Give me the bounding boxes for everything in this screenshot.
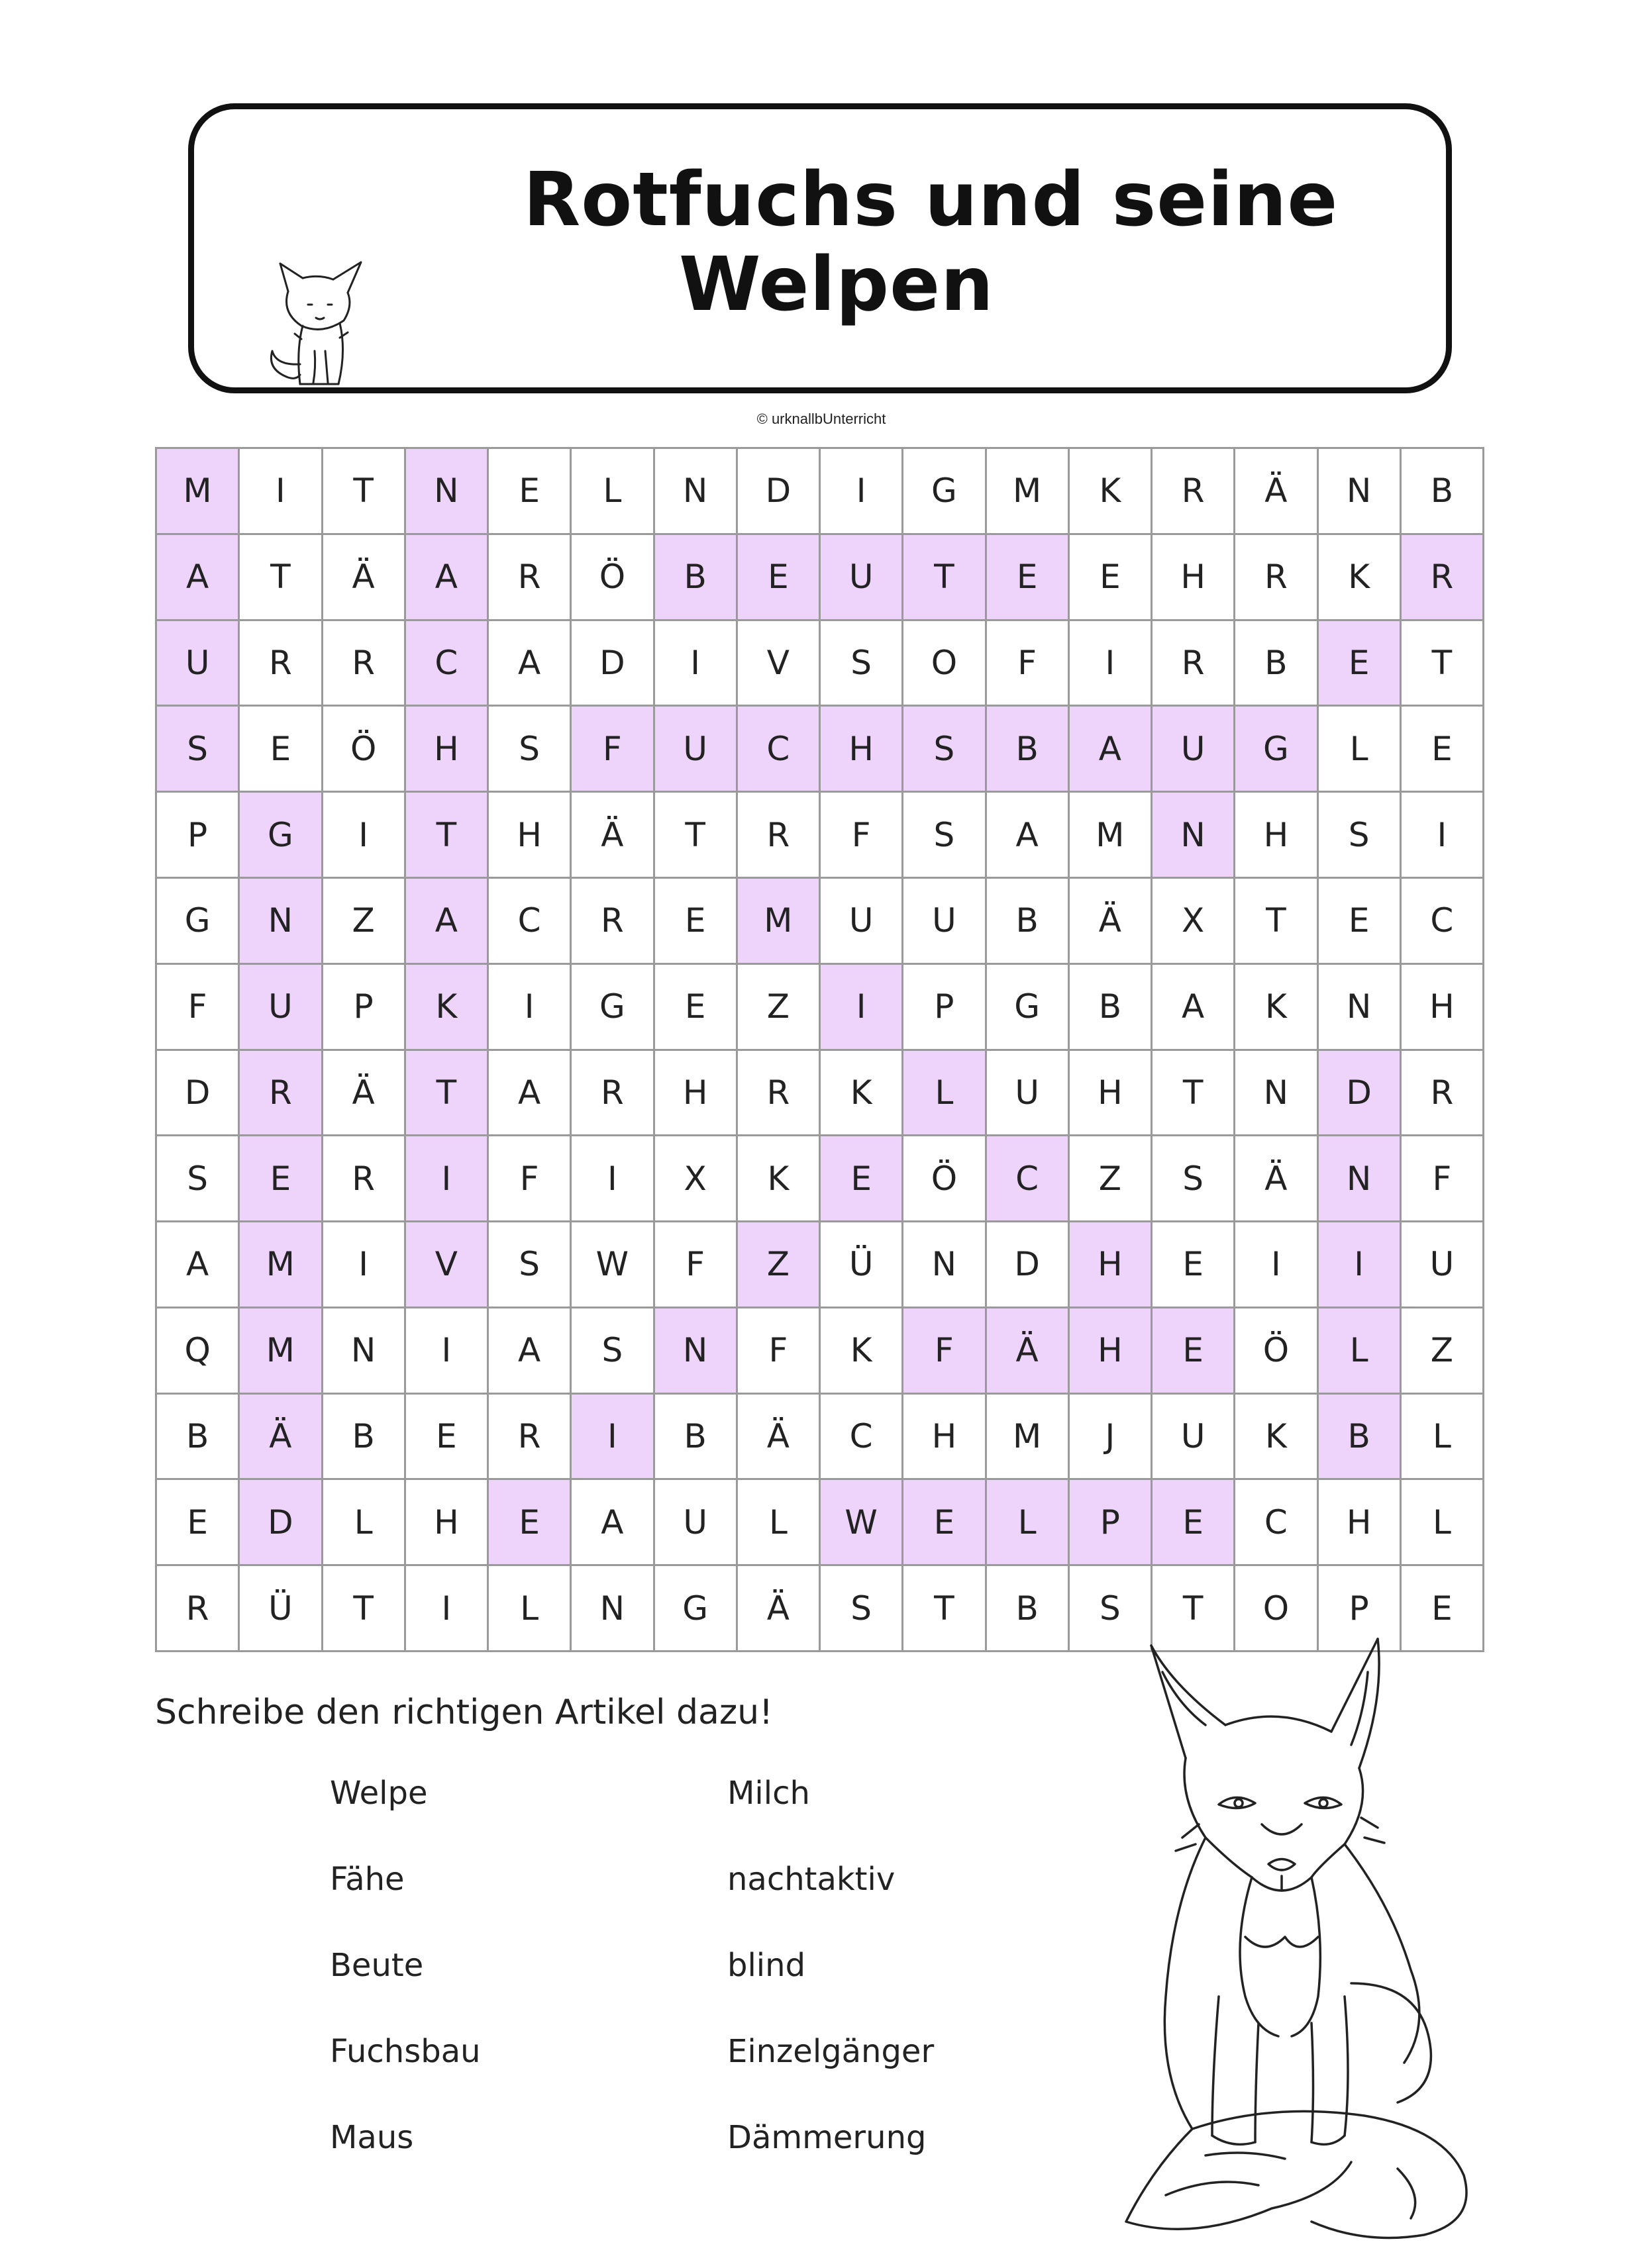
grid-cell[interactable]: H bbox=[1070, 1222, 1153, 1308]
grid-cell[interactable]: H bbox=[1153, 535, 1235, 621]
grid-cell[interactable]: I bbox=[572, 1136, 654, 1222]
grid-cell[interactable]: H bbox=[1070, 1308, 1153, 1395]
grid-cell[interactable]: R bbox=[240, 1051, 323, 1137]
grid-cell[interactable]: B bbox=[323, 1395, 406, 1481]
grid-cell[interactable]: I bbox=[821, 965, 903, 1051]
grid-cell[interactable]: A bbox=[489, 621, 572, 707]
grid-cell[interactable]: E bbox=[1070, 535, 1153, 621]
grid-cell[interactable]: Ö bbox=[1235, 1308, 1318, 1395]
grid-cell[interactable]: L bbox=[738, 1480, 821, 1566]
grid-cell[interactable]: M bbox=[1070, 793, 1153, 879]
grid-cell[interactable]: M bbox=[987, 1395, 1070, 1481]
grid-cell[interactable]: B bbox=[987, 1566, 1070, 1652]
grid-cell[interactable]: I bbox=[1235, 1222, 1318, 1308]
grid-cell[interactable]: A bbox=[157, 1222, 240, 1308]
grid-cell[interactable]: U bbox=[987, 1051, 1070, 1137]
word-item: Welpe bbox=[330, 1775, 428, 1812]
grid-cell[interactable]: H bbox=[821, 707, 903, 793]
grid-cell[interactable]: D bbox=[738, 449, 821, 535]
grid-cell[interactable]: Ä bbox=[738, 1566, 821, 1652]
grid-cell[interactable]: B bbox=[157, 1395, 240, 1481]
grid-cell[interactable]: N bbox=[323, 1308, 406, 1395]
grid-cell[interactable]: X bbox=[1153, 879, 1235, 965]
grid-cell[interactable]: U bbox=[240, 965, 323, 1051]
grid-cell[interactable]: I bbox=[1070, 621, 1153, 707]
grid-cell[interactable]: C bbox=[987, 1136, 1070, 1222]
grid-cell[interactable]: R bbox=[240, 621, 323, 707]
word-item: Dämmerung bbox=[727, 2119, 927, 2156]
grid-cell[interactable]: L bbox=[489, 1566, 572, 1652]
grid-cell[interactable]: I bbox=[655, 621, 738, 707]
grid-cell[interactable]: Ä bbox=[1235, 449, 1318, 535]
grid-cell[interactable]: Z bbox=[323, 879, 406, 965]
grid-cell[interactable]: C bbox=[1235, 1480, 1318, 1566]
grid-cell[interactable]: E bbox=[1402, 1566, 1484, 1652]
grid-cell[interactable]: A bbox=[157, 535, 240, 621]
grid-cell[interactable]: M bbox=[987, 449, 1070, 535]
grid-cell[interactable]: I bbox=[821, 449, 903, 535]
grid-cell[interactable]: Ü bbox=[821, 1222, 903, 1308]
grid-cell[interactable]: E bbox=[1402, 707, 1484, 793]
grid-cell[interactable]: G bbox=[572, 965, 654, 1051]
word-list-right bbox=[727, 1773, 934, 2204]
grid-cell[interactable]: N bbox=[1235, 1051, 1318, 1137]
grid-cell[interactable]: H bbox=[1235, 793, 1318, 879]
grid-cell[interactable]: E bbox=[1153, 1480, 1235, 1566]
grid-cell[interactable]: A bbox=[406, 535, 489, 621]
grid-cell[interactable]: V bbox=[406, 1222, 489, 1308]
grid-cell[interactable]: D bbox=[157, 1051, 240, 1137]
grid-cell[interactable]: P bbox=[903, 965, 986, 1051]
grid-cell[interactable]: P bbox=[157, 793, 240, 879]
grid-cell[interactable]: K bbox=[1070, 449, 1153, 535]
grid-cell[interactable]: C bbox=[821, 1395, 903, 1481]
grid-cell[interactable]: J bbox=[1070, 1395, 1153, 1481]
grid-cell[interactable]: N bbox=[903, 1222, 986, 1308]
word-item: Einzelgänger bbox=[727, 2033, 935, 2070]
grid-cell[interactable]: B bbox=[1070, 965, 1153, 1051]
grid-cell[interactable]: B bbox=[987, 879, 1070, 965]
grid-cell[interactable]: G bbox=[1235, 707, 1318, 793]
grid-cell[interactable]: S bbox=[157, 1136, 240, 1222]
grid-cell[interactable]: H bbox=[406, 1480, 489, 1566]
grid-cell[interactable]: E bbox=[738, 535, 821, 621]
grid-cell[interactable]: T bbox=[903, 1566, 986, 1652]
grid-cell[interactable]: B bbox=[1319, 1395, 1402, 1481]
grid-cell[interactable]: C bbox=[489, 879, 572, 965]
grid-cell[interactable]: T bbox=[1153, 1566, 1235, 1652]
grid-cell[interactable]: S bbox=[489, 707, 572, 793]
grid-cell[interactable]: S bbox=[1153, 1136, 1235, 1222]
grid-cell[interactable]: D bbox=[572, 621, 654, 707]
copyright-notice: © urknallbUnterricht bbox=[756, 411, 886, 427]
grid-cell[interactable]: N bbox=[1319, 965, 1402, 1051]
grid-cell[interactable]: L bbox=[1402, 1480, 1484, 1566]
grid-cell[interactable]: I bbox=[572, 1395, 654, 1481]
grid-cell[interactable]: R bbox=[738, 1051, 821, 1137]
word-item: Milch bbox=[727, 1775, 810, 1812]
grid-cell[interactable]: S bbox=[903, 707, 986, 793]
grid-cell[interactable]: Ä bbox=[323, 1051, 406, 1137]
grid-cell[interactable]: T bbox=[240, 535, 323, 621]
grid-cell[interactable]: U bbox=[157, 621, 240, 707]
grid-cell[interactable]: F bbox=[987, 621, 1070, 707]
grid-cell[interactable]: L bbox=[1319, 1308, 1402, 1395]
grid-cell[interactable]: Ä bbox=[987, 1308, 1070, 1395]
grid-cell[interactable]: E bbox=[987, 535, 1070, 621]
grid-cell[interactable]: U bbox=[1402, 1222, 1484, 1308]
grid-cell[interactable]: V bbox=[738, 621, 821, 707]
grid-cell[interactable]: Ö bbox=[572, 535, 654, 621]
grid-cell[interactable]: I bbox=[1402, 793, 1484, 879]
word-item: Fuchsbau bbox=[330, 2033, 481, 2070]
grid-cell[interactable]: S bbox=[489, 1222, 572, 1308]
grid-cell[interactable]: T bbox=[1235, 879, 1318, 965]
grid-cell[interactable]: P bbox=[1070, 1480, 1153, 1566]
grid-cell[interactable]: R bbox=[572, 1051, 654, 1137]
grid-cell[interactable]: T bbox=[323, 1566, 406, 1652]
grid-cell[interactable]: H bbox=[406, 707, 489, 793]
grid-cell[interactable]: T bbox=[323, 449, 406, 535]
word-item: Fähe bbox=[330, 1861, 405, 1898]
grid-cell[interactable]: E bbox=[240, 707, 323, 793]
grid-cell[interactable]: A bbox=[489, 1051, 572, 1137]
grid-cell[interactable]: B bbox=[1235, 621, 1318, 707]
grid-cell[interactable]: R bbox=[323, 1136, 406, 1222]
grid-cell[interactable]: E bbox=[655, 965, 738, 1051]
instruction-text: Schreibe den richtigen Artikel dazu! bbox=[155, 1693, 773, 1732]
grid-cell[interactable]: A bbox=[1070, 707, 1153, 793]
grid-cell[interactable]: G bbox=[987, 965, 1070, 1051]
grid-cell[interactable]: R bbox=[738, 793, 821, 879]
grid-cell[interactable]: H bbox=[1402, 965, 1484, 1051]
grid-cell[interactable]: R bbox=[489, 535, 572, 621]
word-list-left bbox=[330, 1773, 481, 2204]
grid-cell[interactable]: S bbox=[1070, 1566, 1153, 1652]
grid-cell[interactable]: Ä bbox=[1070, 879, 1153, 965]
grid-cell[interactable]: N bbox=[1319, 449, 1402, 535]
grid-cell[interactable]: Z bbox=[1070, 1136, 1153, 1222]
grid-cell[interactable]: B bbox=[1402, 449, 1484, 535]
grid-cell[interactable]: A bbox=[1153, 965, 1235, 1051]
grid-cell[interactable]: Ü bbox=[240, 1566, 323, 1652]
grid-cell[interactable]: M bbox=[240, 1222, 323, 1308]
grid-cell[interactable]: A bbox=[572, 1480, 654, 1566]
grid-cell[interactable]: L bbox=[1402, 1395, 1484, 1481]
grid-cell[interactable]: E bbox=[1319, 879, 1402, 965]
grid-cell[interactable]: T bbox=[903, 535, 986, 621]
word-search-grid bbox=[155, 447, 1484, 1652]
grid-cell[interactable]: D bbox=[240, 1480, 323, 1566]
grid-cell[interactable]: H bbox=[489, 793, 572, 879]
grid-cell[interactable]: N bbox=[655, 449, 738, 535]
word-item: blind bbox=[727, 1947, 806, 1984]
grid-cell[interactable]: S bbox=[821, 1566, 903, 1652]
grid-cell[interactable]: I bbox=[406, 1308, 489, 1395]
grid-cell[interactable]: T bbox=[1402, 621, 1484, 707]
grid-cell[interactable]: F bbox=[738, 1308, 821, 1395]
grid-cell[interactable]: R bbox=[157, 1566, 240, 1652]
grid-cell[interactable]: B bbox=[655, 1395, 738, 1481]
grid-cell[interactable]: N bbox=[1153, 793, 1235, 879]
grid-cell[interactable]: F bbox=[489, 1136, 572, 1222]
sitting-fox-illustration bbox=[1113, 1626, 1497, 2255]
grid-cell[interactable]: K bbox=[738, 1136, 821, 1222]
grid-cell[interactable]: C bbox=[1402, 879, 1484, 965]
grid-cell[interactable]: U bbox=[655, 1480, 738, 1566]
grid-cell[interactable]: M bbox=[738, 879, 821, 965]
grid-cell[interactable]: F bbox=[655, 1222, 738, 1308]
grid-cell[interactable]: R bbox=[1153, 621, 1235, 707]
grid-cell[interactable]: Ä bbox=[240, 1395, 323, 1481]
fox-cub-sketch-icon bbox=[262, 252, 387, 391]
grid-cell[interactable]: Z bbox=[1402, 1308, 1484, 1395]
grid-cell[interactable]: Ä bbox=[1235, 1136, 1318, 1222]
grid-cell[interactable]: C bbox=[738, 707, 821, 793]
grid-cell[interactable]: I bbox=[406, 1566, 489, 1652]
grid-cell[interactable]: L bbox=[1319, 707, 1402, 793]
grid-cell[interactable]: B bbox=[655, 535, 738, 621]
grid-cell[interactable]: I bbox=[489, 965, 572, 1051]
grid-cell[interactable]: Ä bbox=[738, 1395, 821, 1481]
grid-cell[interactable]: B bbox=[987, 707, 1070, 793]
grid-cell[interactable]: F bbox=[903, 1308, 986, 1395]
grid-cell[interactable]: H bbox=[1319, 1480, 1402, 1566]
grid-cell[interactable]: I bbox=[323, 793, 406, 879]
grid-cell[interactable]: W bbox=[821, 1480, 903, 1566]
grid-cell[interactable]: H bbox=[1070, 1051, 1153, 1137]
grid-cell[interactable]: S bbox=[1319, 793, 1402, 879]
grid-cell[interactable]: A bbox=[987, 793, 1070, 879]
grid-cell[interactable]: Ä bbox=[572, 793, 654, 879]
grid-cell[interactable]: L bbox=[572, 449, 654, 535]
grid-cell[interactable]: I bbox=[240, 449, 323, 535]
grid-cell[interactable]: R bbox=[1402, 1051, 1484, 1137]
grid-cell[interactable]: N bbox=[655, 1308, 738, 1395]
grid-cell[interactable]: F bbox=[1402, 1136, 1484, 1222]
grid-cell[interactable]: N bbox=[240, 879, 323, 965]
grid-cell[interactable]: L bbox=[323, 1480, 406, 1566]
grid-cell[interactable]: U bbox=[1153, 707, 1235, 793]
grid-cell[interactable]: D bbox=[1319, 1051, 1402, 1137]
grid-cell[interactable]: I bbox=[1319, 1222, 1402, 1308]
grid-cell[interactable]: M bbox=[240, 1308, 323, 1395]
grid-cell[interactable]: Ä bbox=[323, 535, 406, 621]
word-item: Beute bbox=[330, 1947, 424, 1984]
grid-cell[interactable]: P bbox=[323, 965, 406, 1051]
grid-cell[interactable]: H bbox=[655, 1051, 738, 1137]
grid-cell[interactable]: K bbox=[821, 1051, 903, 1137]
grid-cell[interactable]: F bbox=[157, 965, 240, 1051]
grid-cell[interactable]: K bbox=[1319, 535, 1402, 621]
grid-cell[interactable]: E bbox=[903, 1480, 986, 1566]
grid-cell[interactable]: G bbox=[240, 793, 323, 879]
grid-cell[interactable]: D bbox=[987, 1222, 1070, 1308]
grid-cell[interactable]: T bbox=[406, 793, 489, 879]
grid-cell[interactable]: H bbox=[903, 1395, 986, 1481]
grid-cell[interactable]: Z bbox=[738, 1222, 821, 1308]
grid-cell[interactable]: L bbox=[903, 1051, 986, 1137]
grid-cell[interactable]: G bbox=[157, 879, 240, 965]
grid-cell[interactable]: I bbox=[323, 1222, 406, 1308]
grid-cell[interactable]: E bbox=[489, 449, 572, 535]
grid-cell[interactable]: U bbox=[1153, 1395, 1235, 1481]
grid-cell[interactable]: L bbox=[987, 1480, 1070, 1566]
grid-cell[interactable]: F bbox=[572, 707, 654, 793]
grid-cell[interactable]: R bbox=[489, 1395, 572, 1481]
grid-cell[interactable]: U bbox=[655, 707, 738, 793]
grid-cell[interactable]: K bbox=[1235, 965, 1318, 1051]
grid-cell[interactable]: Ö bbox=[903, 1136, 986, 1222]
grid-cell[interactable]: E bbox=[821, 1136, 903, 1222]
grid-cell[interactable]: E bbox=[406, 1395, 489, 1481]
grid-cell[interactable]: W bbox=[572, 1222, 654, 1308]
grid-cell[interactable]: U bbox=[821, 879, 903, 965]
grid-cell[interactable]: R bbox=[1153, 449, 1235, 535]
grid-cell[interactable]: E bbox=[1153, 1222, 1235, 1308]
grid-cell[interactable]: Z bbox=[738, 965, 821, 1051]
grid-cell[interactable]: S bbox=[572, 1308, 654, 1395]
grid-cell[interactable]: S bbox=[157, 707, 240, 793]
page-title bbox=[523, 158, 1384, 327]
grid-cell[interactable]: E bbox=[1319, 621, 1402, 707]
grid-cell[interactable]: K bbox=[406, 965, 489, 1051]
grid-cell[interactable]: K bbox=[1235, 1395, 1318, 1481]
grid-cell[interactable]: E bbox=[489, 1480, 572, 1566]
grid-cell[interactable]: R bbox=[1235, 535, 1318, 621]
grid-cell[interactable]: T bbox=[655, 793, 738, 879]
grid-cell[interactable]: M bbox=[157, 449, 240, 535]
grid-cell[interactable]: Ö bbox=[323, 707, 406, 793]
grid-cell[interactable]: E bbox=[157, 1480, 240, 1566]
grid-cell[interactable]: T bbox=[406, 1051, 489, 1137]
grid-cell[interactable]: G bbox=[655, 1566, 738, 1652]
grid-cell[interactable]: P bbox=[1319, 1566, 1402, 1652]
grid-cell[interactable]: R bbox=[323, 621, 406, 707]
grid-cell[interactable]: A bbox=[406, 879, 489, 965]
grid-cell[interactable]: I bbox=[406, 1136, 489, 1222]
grid-cell[interactable]: G bbox=[903, 449, 986, 535]
grid-cell[interactable]: U bbox=[821, 535, 903, 621]
grid-cell[interactable]: O bbox=[903, 621, 986, 707]
grid-cell[interactable]: Q bbox=[157, 1308, 240, 1395]
grid-cell[interactable]: S bbox=[821, 621, 903, 707]
word-item: Maus bbox=[330, 2119, 414, 2156]
grid-cell[interactable]: R bbox=[1402, 535, 1484, 621]
grid-cell[interactable]: E bbox=[240, 1136, 323, 1222]
grid-cell[interactable]: S bbox=[903, 793, 986, 879]
grid-cell[interactable]: A bbox=[489, 1308, 572, 1395]
title-line-1: Rotfuchs und seine bbox=[523, 157, 1339, 243]
grid-cell[interactable]: U bbox=[903, 879, 986, 965]
grid-cell[interactable]: R bbox=[572, 879, 654, 965]
grid-cell[interactable]: C bbox=[406, 621, 489, 707]
grid-cell[interactable]: X bbox=[655, 1136, 738, 1222]
grid-cell[interactable]: O bbox=[1235, 1566, 1318, 1652]
grid-cell[interactable]: N bbox=[1319, 1136, 1402, 1222]
grid-cell[interactable]: K bbox=[821, 1308, 903, 1395]
grid-cell[interactable]: T bbox=[1153, 1051, 1235, 1137]
title-line-2: Welpen bbox=[679, 242, 994, 328]
grid-cell[interactable]: E bbox=[1153, 1308, 1235, 1395]
grid-cell[interactable]: N bbox=[572, 1566, 654, 1652]
word-item: nachtaktiv bbox=[727, 1861, 896, 1898]
grid-cell[interactable]: E bbox=[655, 879, 738, 965]
grid-cell[interactable]: N bbox=[406, 449, 489, 535]
grid-cell[interactable]: F bbox=[821, 793, 903, 879]
